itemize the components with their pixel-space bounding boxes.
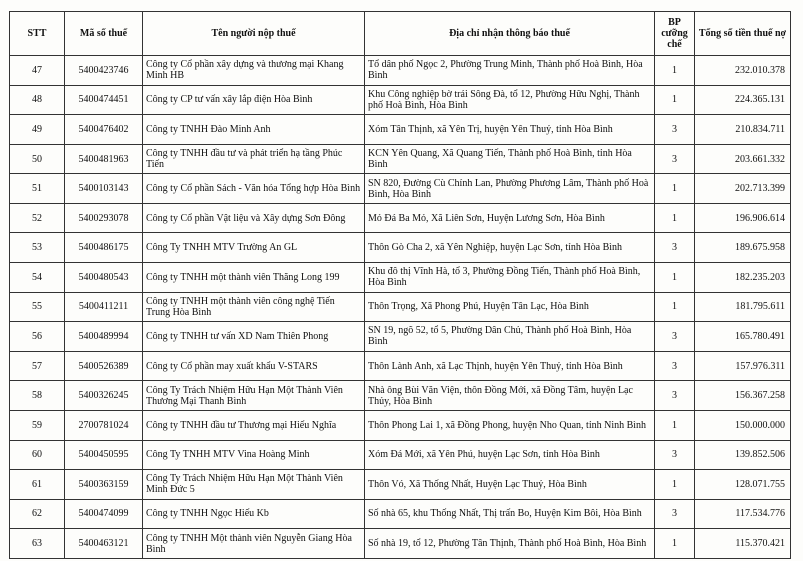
table-row [10,499,791,529]
cell-tax-code: 5400293078 [65,203,143,233]
cell-stt: 55 [10,292,65,322]
cell-enforcement: 1 [655,203,695,233]
cell-tax-code: 5400423746 [65,56,143,86]
header-taxpayer-name: Tên người nộp thuế [143,12,365,56]
cell-total-debt: 157.976.311 [695,351,791,381]
cell-tax-code: 5400489994 [65,322,143,352]
table-row [10,115,791,145]
cell-enforcement: 1 [655,292,695,322]
cell-total-debt: 224.365.131 [695,85,791,115]
table-row [10,322,791,352]
cell-tax-code: 5400476402 [65,115,143,145]
cell-total-debt: 189.675.958 [695,233,791,263]
cell-address: Thôn Gò Cha 2, xã Yên Nghiệp, huyện Lạc Sơn, tỉnh Hòa Bình [365,233,655,263]
cell-address: SN 820, Đường Cù Chính Lan, Phường Phương Lâm, Thành phố Hoà Bình, Hòa Bình [365,174,655,204]
cell-enforcement: 1 [655,263,695,293]
cell-address: Số nhà 65, khu Thống Nhất, Thị trấn Bo, Huyện Kim Bôi, Hòa Bình [365,499,655,529]
table-row [10,203,791,233]
cell-stt: 52 [10,203,65,233]
table-header-row [10,12,791,56]
cell-stt: 50 [10,144,65,174]
cell-address: Nhà ông Bùi Văn Viện, thôn Đồng Mới, xã Đồng Tâm, huyện Lạc Thủy, Hòa Bình [365,381,655,411]
cell-stt: 60 [10,440,65,470]
cell-address: SN 19, ngõ 52, tổ 5, Phường Dân Chủ, Thành phố Hoà Bình, Hòa Bình [365,322,655,352]
cell-stt: 62 [10,499,65,529]
table-row [10,351,791,381]
cell-enforcement: 1 [655,410,695,440]
table-row [10,263,791,293]
table-row [10,85,791,115]
cell-total-debt: 156.367.258 [695,381,791,411]
cell-enforcement: 1 [655,56,695,86]
cell-tax-code: 5400363159 [65,470,143,500]
cell-total-debt: 165.780.491 [695,322,791,352]
cell-address: Xóm Tân Thịnh, xã Yên Trị, huyện Yên Thuỷ, tỉnh Hòa Bình [365,115,655,145]
header-tax-code: Mã số thuế [65,12,143,56]
cell-taxpayer-name: Công Ty TNHH MTV Vina Hoàng Minh [143,440,365,470]
table-row [10,174,791,204]
cell-address: Thôn Lành Anh, xã Lạc Thịnh, huyện Yên Thuỷ, tỉnh Hòa Bình [365,351,655,381]
cell-total-debt: 196.906.614 [695,203,791,233]
cell-stt: 51 [10,174,65,204]
cell-total-debt: 115.370.421 [695,529,791,559]
cell-stt: 59 [10,410,65,440]
cell-enforcement: 3 [655,440,695,470]
table-row [10,144,791,174]
cell-stt: 49 [10,115,65,145]
cell-tax-code: 5400481963 [65,144,143,174]
cell-stt: 54 [10,263,65,293]
cell-stt: 56 [10,322,65,352]
cell-tax-code: 5400103143 [65,174,143,204]
cell-stt: 57 [10,351,65,381]
cell-total-debt: 150.000.000 [695,410,791,440]
cell-taxpayer-name: Công Ty TNHH MTV Trường An GL [143,233,365,263]
cell-address: Số nhà 19, tổ 12, Phường Tân Thịnh, Thành phố Hoà Bình, Hòa Bình [365,529,655,559]
cell-tax-code: 5400474099 [65,499,143,529]
cell-taxpayer-name: Công ty TNHH một thành viên công nghệ Tiến Trung Hòa Bình [143,292,365,322]
cell-stt: 53 [10,233,65,263]
cell-tax-code: 2700781024 [65,410,143,440]
table-row [10,440,791,470]
cell-tax-code: 5400411211 [65,292,143,322]
table-row [10,56,791,86]
cell-address: Tổ dân phố Ngọc 2, Phường Trung Minh, Thành phố Hoà Bình, Hòa Bình [365,56,655,86]
cell-address: Thôn Phong Lai 1, xã Đồng Phong, huyện Nho Quan, tỉnh Ninh Bình [365,410,655,440]
header-total-debt: Tổng số tiền thuế nợ [695,12,791,56]
cell-tax-code: 5400463121 [65,529,143,559]
cell-taxpayer-name: Công ty TNHH một thành viên Thăng Long 199 [143,263,365,293]
cell-taxpayer-name: Công ty CP tư vấn xây lắp điện Hòa Bình [143,85,365,115]
cell-enforcement: 1 [655,470,695,500]
cell-address: Mỏ Đá Ba Mỏ, Xã Liên Sơn, Huyện Lương Sơn, Hòa Bình [365,203,655,233]
cell-tax-code: 5400480543 [65,263,143,293]
cell-taxpayer-name: Công ty TNHH Một thành viên Nguyễn Giang Hòa Bình [143,529,365,559]
cell-enforcement: 3 [655,144,695,174]
cell-enforcement: 3 [655,351,695,381]
cell-taxpayer-name: Công ty Cổ phần xây dựng và thương mại Khang Minh HB [143,56,365,86]
tax-debt-table [9,11,791,559]
cell-taxpayer-name: Công ty Cổ phần may xuất khẩu V-STARS [143,351,365,381]
cell-taxpayer-name: Công ty Cổ phần Sách - Văn hóa Tổng hợp Hòa Bình [143,174,365,204]
table-row [10,381,791,411]
cell-enforcement: 3 [655,499,695,529]
cell-enforcement: 1 [655,85,695,115]
cell-taxpayer-name: Công Ty Trách Nhiệm Hữu Hạn Một Thành Viên Thương Mại Thanh Bình [143,381,365,411]
cell-total-debt: 128.071.755 [695,470,791,500]
cell-tax-code: 5400474451 [65,85,143,115]
cell-taxpayer-name: Công ty TNHH đầu tư Thương mại Hiếu Nghĩa [143,410,365,440]
table-row [10,292,791,322]
cell-address: Khu Công nghiệp bờ trái Sông Đà, tổ 12, Phường Hữu Nghị, Thành phố Hoà Bình, Hòa Bình [365,85,655,115]
cell-tax-code: 5400526389 [65,351,143,381]
cell-total-debt: 117.534.776 [695,499,791,529]
cell-stt: 61 [10,470,65,500]
cell-address: Thôn Vó, Xã Thống Nhất, Huyện Lạc Thuỷ, Hòa Bình [365,470,655,500]
cell-enforcement: 3 [655,381,695,411]
cell-stt: 63 [10,529,65,559]
cell-total-debt: 181.795.611 [695,292,791,322]
cell-taxpayer-name: Công Ty Trách Nhiệm Hữu Hạn Một Thành Viên Minh Đức 5 [143,470,365,500]
cell-taxpayer-name: Công ty TNHH Đào Minh Anh [143,115,365,145]
cell-address: Thôn Trọng, Xã Phong Phú, Huyện Tân Lạc, Hòa Bình [365,292,655,322]
cell-address: Khu đô thị Vĩnh Hà, tổ 3, Phường Đồng Tiến, Thành phố Hoà Bình, Hòa Bình [365,263,655,293]
table-row [10,233,791,263]
cell-stt: 48 [10,85,65,115]
header-stt: STT [10,12,65,56]
cell-taxpayer-name: Công ty Cổ phần Vật liệu và Xây dựng Sơn Đông [143,203,365,233]
cell-address: Xóm Đá Mới, xã Yên Phú, huyện Lạc Sơn, tỉnh Hòa Bình [365,440,655,470]
cell-enforcement: 1 [655,174,695,204]
cell-tax-code: 5400486175 [65,233,143,263]
cell-enforcement: 3 [655,233,695,263]
cell-enforcement: 3 [655,322,695,352]
cell-stt: 47 [10,56,65,86]
cell-stt: 58 [10,381,65,411]
cell-total-debt: 202.713.399 [695,174,791,204]
cell-total-debt: 182.235.203 [695,263,791,293]
cell-enforcement: 1 [655,529,695,559]
cell-total-debt: 232.010.378 [695,56,791,86]
cell-taxpayer-name: Công ty TNHH Ngọc Hiếu Kb [143,499,365,529]
cell-taxpayer-name: Công ty TNHH tư vấn XD Nam Thiên Phong [143,322,365,352]
table-row [10,470,791,500]
cell-enforcement: 3 [655,115,695,145]
cell-total-debt: 139.852.506 [695,440,791,470]
cell-total-debt: 203.661.332 [695,144,791,174]
table-row [10,410,791,440]
cell-tax-code: 5400326245 [65,381,143,411]
cell-address: KCN Yên Quang, Xã Quang Tiến, Thành phố Hoà Bình, tỉnh Hòa Bình [365,144,655,174]
cell-tax-code: 5400450595 [65,440,143,470]
cell-total-debt: 210.834.711 [695,115,791,145]
cell-taxpayer-name: Công ty TNHH đầu tư và phát triển hạ tầng Phúc Tiến [143,144,365,174]
header-address: Địa chỉ nhận thông báo thuế [365,12,655,56]
header-enforcement: BP cưỡng chế [655,12,695,56]
table-row [10,529,791,559]
